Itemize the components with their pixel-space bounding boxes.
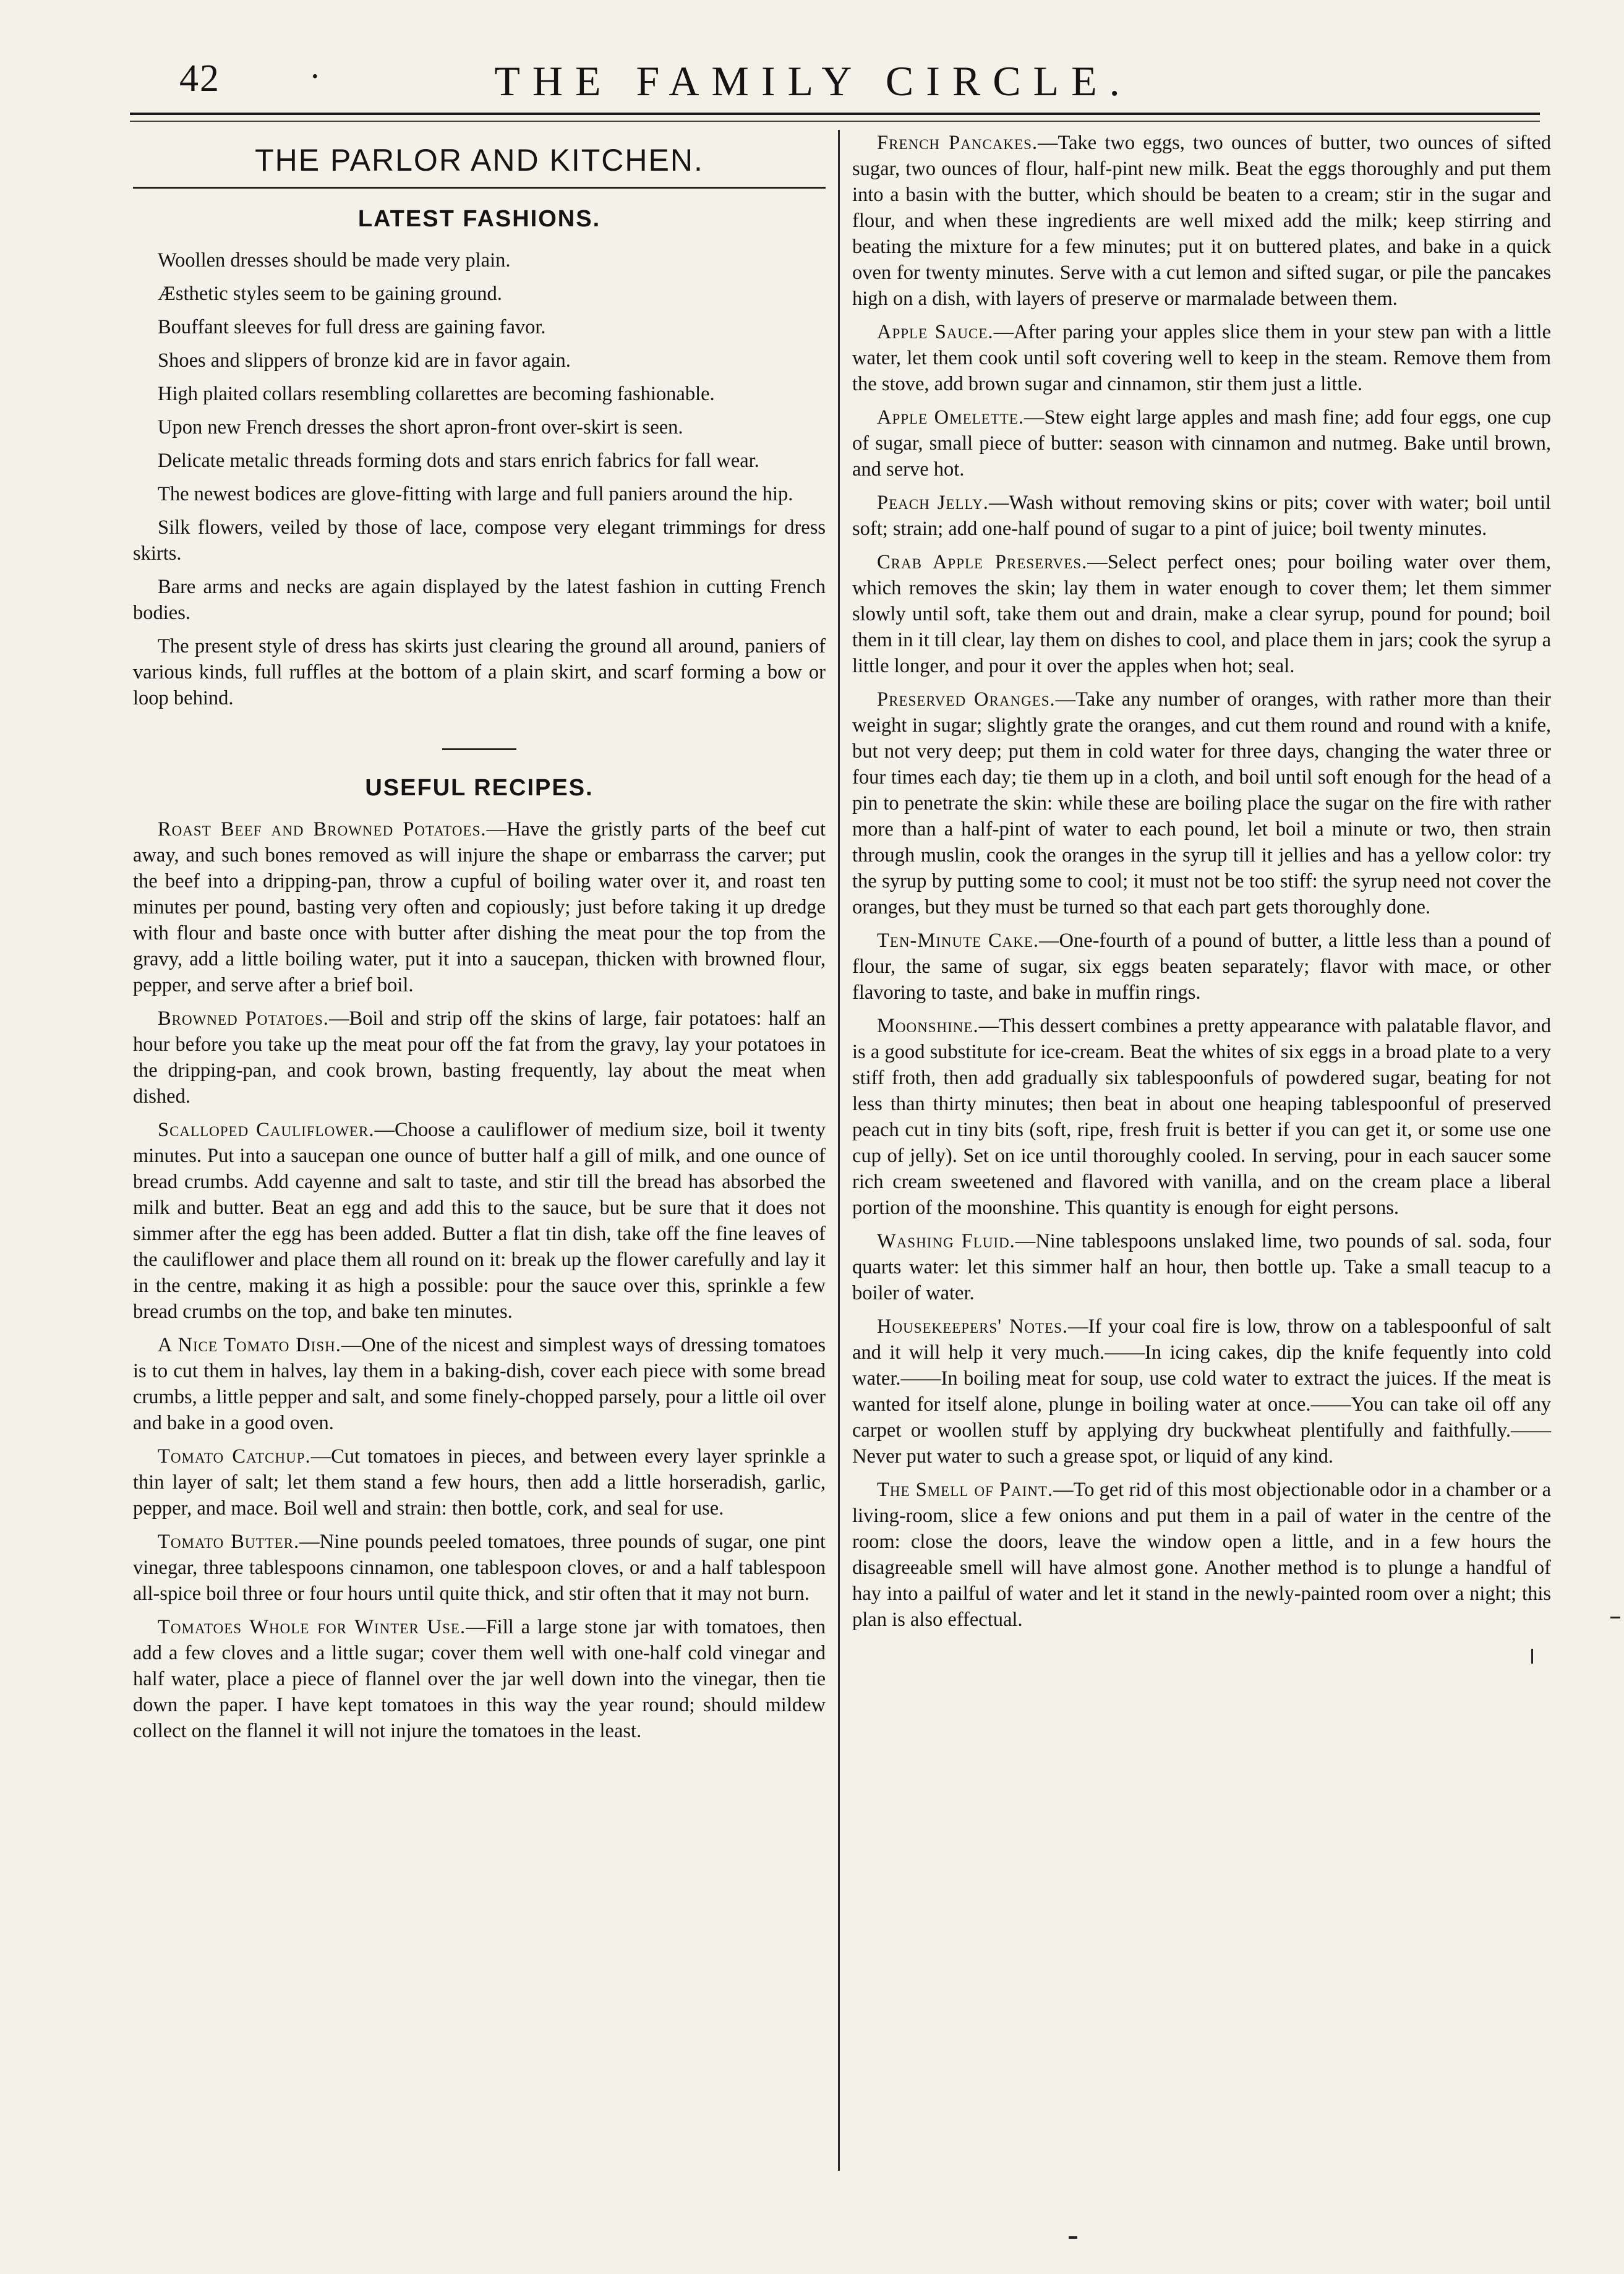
- recipe-paragraph: [133, 1614, 826, 1744]
- recipe-name: Browned Potatoes.: [158, 1007, 329, 1030]
- recipe-name: Ten-Minute Cake.: [877, 930, 1040, 952]
- recipe-text: —After paring your apples slice them in your stew pan with a little water, let them cook until soft covering well to keep in the steam. Remove them from the stove, add brown sugar and cinnamon, stir them just a little.: [852, 321, 1551, 395]
- recipe-text: —Choose a cauliflower of medium size, boil it twenty minutes. Put into a saucepan one ounce of butter half a gill of milk, and one ounce of bread crumbs. Add cayenne and salt to taste, and stir till the bread has absorbed the milk and butter. Beat an egg and add this to the sauce, but be sure that it does not simmer after the egg has been added. Butter a flat tin dish, take off the fine leaves of the cauliflower and place them all round on it: break up the flower carefully and lay it in the centre, making it as high a possible: pour the sauce over this, sprinkle a few bread crumbs on the top, and bake ten minutes.: [133, 1119, 826, 1323]
- margin-mark: [1610, 1617, 1620, 1618]
- recipe-paragraph: [133, 1117, 826, 1325]
- recipe-name: Tomato Butter.: [158, 1531, 300, 1553]
- recipe-text: —To get rid of this most objectionable odor in a chamber or a living-room, slice a few onions and put them in a pail of water in the centre of the room: close the doors, leave the window open a little, and in a few hours the disagreeable smell will have almost gone. Another method is to plunge a handful of hay into a pailful of water and let it stand in the newly-painted room over a night; this plan is also effectual.: [852, 1479, 1551, 1631]
- recipe-text: —Take any number of oranges, with rather more than their weight in sugar; slightly grate the oranges, and cut them round and round with a knife, but not very deep; put them in cold water for three days, changing the water three or four times each day; tie them up in a cloth, and boil until soft enough for the head of a pin to penetrate the skin: while these are boiling place the sugar on the fire with rather more than a half-pint of water to each pound, let boil a minute or two, then strain through muslin, cook the oranges in the syrup till it jellies and has a yellow color: try the syrup by putting some to cool; it must not be too stiff: the syrup need not cover the oranges, but they must be turned so that each part gets thoroughly done.: [852, 688, 1552, 918]
- recipe-text: —One-fourth of a pound of butter, a little less than a pound of flour, the same of sugar, six eggs beaten separately; flavor with mace, or other flavoring to taste, and bake in muffin rings.: [852, 930, 1552, 1004]
- fashions-heading: LATEST FASHIONS.: [357, 206, 601, 232]
- recipe-paragraph: [133, 816, 826, 998]
- recipe-text: —Stew eight large apples and mash fine; add four eggs, one cup of sugar, small piece of butter: season with cinnamon and nutmeg. Bake until brown, and serve hot.: [852, 406, 1551, 481]
- recipe-paragraph: [852, 928, 1551, 1006]
- recipe-name: Crab Apple Preserves.: [877, 551, 1088, 573]
- recipes-list-left: [133, 816, 826, 1744]
- recipe-text: —Select perfect ones; pour boiling water over them, which removes the skin; lay them in water enough to cover them; let them simmer slowly until soft, take them out and drain, make a clear syrup, pound for pound; boil them in it till clear, lay them on dishes to cool, and place them in jars; cook the syrup a little longer, and pour it over the apples when hot; seal.: [852, 551, 1552, 677]
- recipe-paragraph: [852, 549, 1551, 679]
- fashion-item: Æsthetic styles seem to be gaining ground.: [158, 283, 502, 305]
- recipe-name: Preserved Oranges.: [877, 688, 1056, 711]
- fashion-item: Upon new French dresses the short apron-front over-skirt is seen.: [158, 416, 683, 438]
- recipe-name: The Smell of Paint.: [877, 1479, 1054, 1501]
- recipe-paragraph: [133, 1006, 826, 1109]
- section-divider: [442, 748, 516, 750]
- recipe-name: A Nice Tomato Dish.: [158, 1334, 341, 1356]
- recipe-name: Moonshine.: [877, 1015, 979, 1037]
- right-column: [852, 130, 1551, 1640]
- recipe-text: —Wash without removing skins or pits; cover with water; boil until soft; strain; add one-half pound of sugar to a pint of juice; boil twenty minutes.: [852, 492, 1551, 540]
- recipe-paragraph: [133, 1332, 826, 1436]
- header-dot: ·: [309, 58, 321, 96]
- recipe-text: —If your coal fire is low, throw on a tablespoonful of salt and it will help it very much.——In icing cakes, dip the knife fequently into cold water.——In boiling meat for soup, use cold water to extract the juices. If the meat is wanted for itself alone, plunge in boiling water at once.——You can take oil off any carpet or woollen stuff by applying dry buckwheat plentifully and faithfully.——Never put water to such a grease spot, or liquid of any kind.: [852, 1315, 1551, 1468]
- section-rule: [133, 187, 826, 189]
- fashion-item: Delicate metalic threads forming dots and stars enrich fabrics for fall wear.: [158, 450, 759, 472]
- recipes-heading: USEFUL RECIPES.: [365, 775, 594, 801]
- recipes-list-right: [852, 130, 1551, 1633]
- recipe-name: Washing Fluid.: [877, 1230, 1015, 1252]
- left-column: [133, 130, 826, 1751]
- recipe-paragraph: [133, 1443, 826, 1521]
- margin-mark: [1531, 1649, 1533, 1664]
- column-divider: [838, 130, 840, 2171]
- recipe-text: —Nine pounds peeled tomatoes, three pounds of sugar, one pint vinegar, three tablespoons cinnamon, one tablespoon cloves, or and a half tablespoon all-spice boil three or four hours until quite thick, and stir often that it may not burn.: [133, 1531, 826, 1605]
- recipe-paragraph: [852, 686, 1551, 920]
- fashion-item: Bouffant sleeves for full dress are gaining favor.: [158, 316, 546, 338]
- fashion-item: Silk flowers, veiled by those of lace, compose very elegant trimmings for dress skirts.: [133, 516, 826, 565]
- recipe-name: Tomato Catchup.: [158, 1445, 311, 1468]
- recipe-paragraph: [852, 1477, 1551, 1633]
- fashions-list: [133, 247, 826, 711]
- running-title: THE FAMILY CIRCLE.: [494, 58, 1132, 105]
- recipe-name: French Pancakes.: [877, 132, 1038, 154]
- fashion-item: High plaited collars resembling collarettes are becoming fashionable.: [158, 383, 715, 405]
- recipe-name: Housekeepers' Notes.: [877, 1315, 1069, 1338]
- recipe-paragraph: [852, 130, 1551, 312]
- recipe-paragraph: [852, 490, 1551, 542]
- fashion-item: Shoes and slippers of bronze kid are in favor again.: [158, 349, 571, 372]
- recipe-name: Roast Beef and Browned Potatoes.: [158, 818, 487, 840]
- fashion-item: Woollen dresses should be made very plain.: [158, 249, 511, 271]
- ink-speck: [1069, 2236, 1077, 2239]
- header-rule-thin: [130, 121, 1540, 122]
- recipe-text: —Nine tablespoons unslaked lime, two pounds of sal. soda, four quarts water: let this simmer half an hour, then bottle up. Take a small teacup to a boiler of water.: [852, 1230, 1551, 1304]
- recipe-paragraph: [852, 1314, 1551, 1469]
- recipe-text: —Have the gristly parts of the beef cut away, and such bones removed as will injure the shape or embarrass the carver; put the beef into a dripping-pan, throw a cupful of boiling water over it, and roast ten minutes per pound, basting very often and copiously; just before taking it up dredge with flour and baste once with butter after dishing the meat pour the top from the gravy, add a little boiling water, put it into a saucepan, thicken with browned flour, pepper, and serve after a brief boil.: [133, 818, 826, 996]
- recipe-text: —Fill a large stone jar with tomatoes, then add a few cloves and a little sugar; cover them well with one-half cold vinegar and half water, place a piece of flannel over the jar well down into the vinegar, then tie down the paper. I have kept tomatoes in this way the year round; should mildew collect on the flannel it will not injure the tomatoes in the least.: [133, 1616, 826, 1742]
- recipe-paragraph: [133, 1529, 826, 1607]
- recipe-name: Apple Omelette.: [877, 406, 1024, 429]
- header-rule: [130, 113, 1540, 115]
- recipe-name: Peach Jelly.: [877, 492, 989, 514]
- running-header: [49, 57, 1577, 106]
- fashion-item: The newest bodices are glove-fitting with large and full paniers around the hip.: [158, 483, 793, 505]
- fashion-item: Bare arms and necks are again displayed by the latest fashion in cutting French bodies.: [133, 576, 826, 624]
- recipe-paragraph: [852, 1013, 1551, 1221]
- recipe-text: —This dessert combines a pretty appearance with palatable flavor, and is a good substitute for ice-cream. Beat the whites of six eggs in a broad plate to a very stiff froth, then add gradually six tablespoonfuls of powdered sugar, beating for not less than thirty minutes; then beat in about one heaping tablespoonful of preserved peach cut in tiny bits (soft, ripe, fresh fruit is better if you can get it, or some use one cup of jelly). Set on ice until thoroughly cooled. In serving, pour in each saucer some rich cream sweetened and flavored with vanilla, and on the cream place a liberal portion of the moonshine. This quantity is enough for eight persons.: [852, 1015, 1551, 1219]
- page-number: 42: [179, 58, 220, 100]
- recipe-text: —Take two eggs, two ounces of butter, two ounces of sifted sugar, two ounces of flour, half-pint new milk. Beat the eggs thoroughly and put them into a basin with the butter, which should be beaten to a cream; stir in the sugar and flour, and when these ingredients are well mixed add the milk; keep stirring and beating the mixture for a few minutes; put it on buttered plates, and bake in a quick oven for twenty minutes. Serve with a cut lemon and sifted sugar, or pile the pancakes high on a dish, with layers of preserve or marmalade between them.: [852, 132, 1551, 310]
- section-title: THE PARLOR AND KITCHEN.: [255, 143, 704, 177]
- recipe-text: —One of the nicest and simplest ways of dressing tomatoes is to cut them in halves, lay them in a baking-dish, cover each piece with some bread crumbs, a little pepper and salt, and some finely-chopped parsely, pour a little oil over and bake in a good oven.: [133, 1334, 826, 1434]
- recipe-name: Scalloped Cauliflower.: [158, 1119, 375, 1141]
- recipe-name: Tomatoes Whole for Winter Use.: [158, 1616, 466, 1638]
- recipe-paragraph: [852, 1228, 1551, 1306]
- recipe-paragraph: [852, 404, 1551, 482]
- recipe-paragraph: [852, 319, 1551, 397]
- recipe-text: —Cut tomatoes in pieces, and between every layer sprinkle a thin layer of salt; let them stand a few hours, then add a little horseradish, garlic, pepper, and mace. Boil well and strain: then bottle, cork, and seal for use.: [133, 1445, 826, 1520]
- recipe-name: Apple Sauce.: [877, 321, 994, 343]
- recipe-text: —Boil and strip off the skins of large, fair potatoes: half an hour before you take up the meat pour off the fat from the gravy, lay your potatoes in the dripping-pan, and cook brown, basting frequently, lay about the meat when dished.: [133, 1007, 826, 1108]
- fashion-item: The present style of dress has skirts just clearing the ground all around, paniers of various kinds, full ruffles at the bottom of a plain skirt, and scarf forming a bow or loop behind.: [133, 635, 826, 709]
